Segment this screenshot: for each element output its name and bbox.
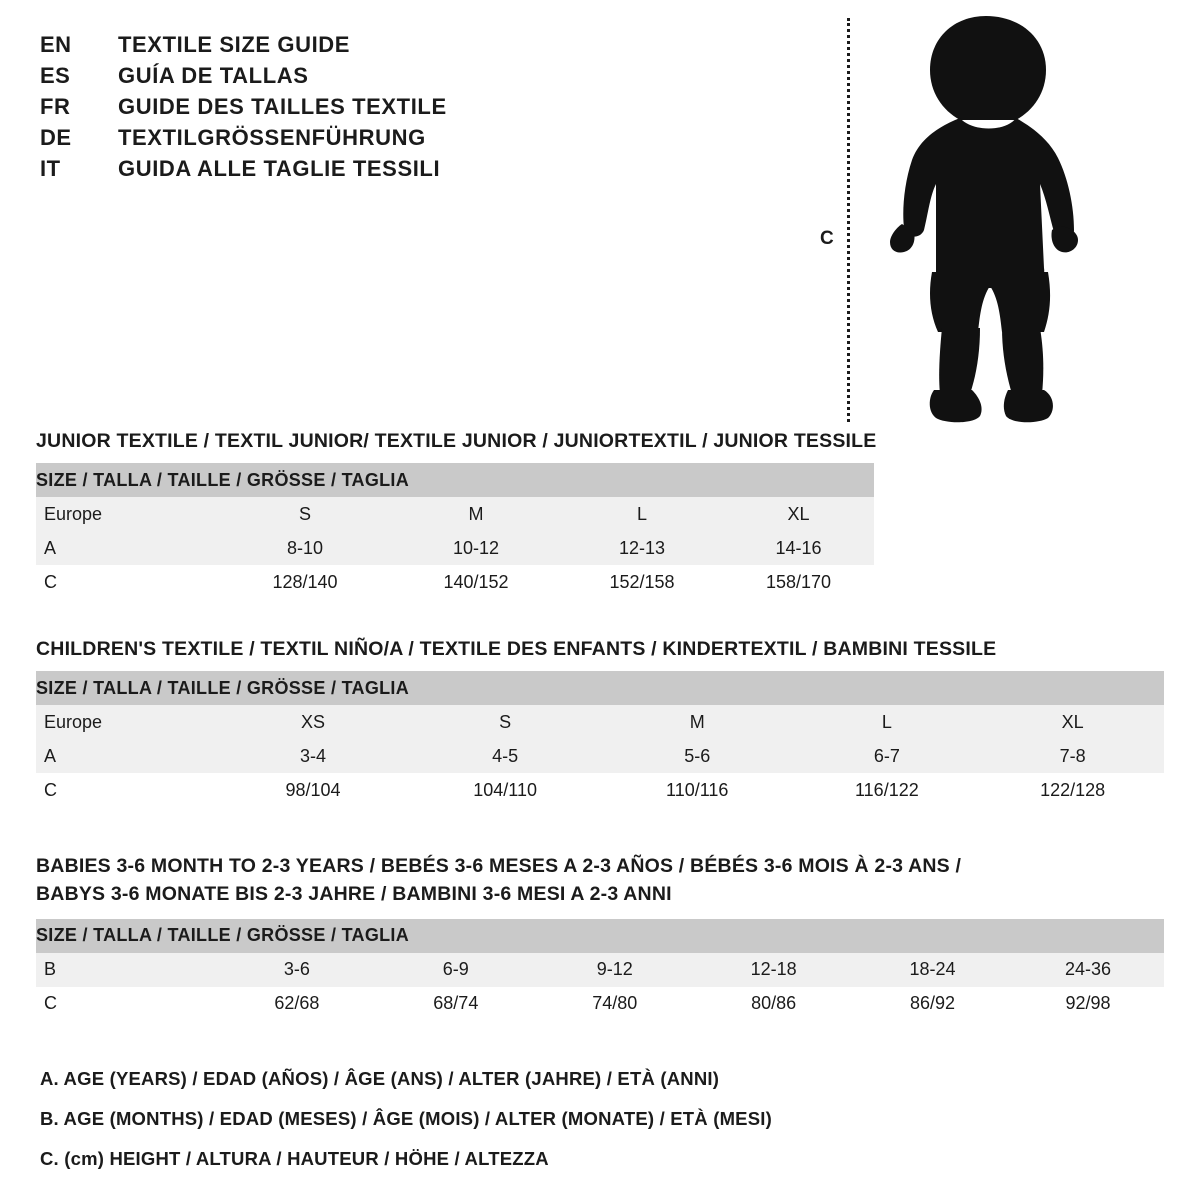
legend-line-b: B. AGE (MONTHS) / EDAD (MESES) / ÂGE (MOIS) / ALTER (MONATE) / ETÀ (MESI) [40, 1108, 772, 1129]
babies-row-c-9-12: 74/80 [535, 987, 694, 1021]
babies-row-b-12-18: 12-18 [694, 953, 853, 987]
header-title-es: GUÍA DE TALLAS [118, 63, 309, 88]
section-babies-title [36, 852, 1164, 909]
table-header-row [36, 705, 1164, 739]
header-title-en: TEXTILE SIZE GUIDE [118, 32, 351, 57]
language-code-es: ES [40, 63, 71, 88]
children-band-label: SIZE / TALLA / TAILLE / GRÖSSE / TAGLIA [36, 677, 410, 698]
children-size-s: S [408, 705, 602, 739]
children-row-c-l: 116/122 [793, 773, 982, 807]
babies-row-c-3-6: 62/68 [217, 987, 376, 1021]
children-row-a-l: 6-7 [793, 739, 982, 773]
babies-row-c-12-18: 80/86 [694, 987, 853, 1021]
junior-row-c-s: 128/140 [219, 565, 391, 599]
language-code-de: DE [40, 125, 72, 150]
section-babies-title-line2: BABYS 3-6 MONATE BIS 2-3 JAHRE / BAMBINI 3-6 MESI A 2-3 ANNI [36, 883, 672, 906]
legend-block [40, 1068, 1040, 1188]
junior-row-a-xl: 14-16 [723, 531, 874, 565]
babies-band-label: SIZE / TALLA / TAILLE / GRÖSSE / TAGLIA [36, 925, 410, 946]
children-row-c-xs: 98/104 [218, 773, 409, 807]
junior-size-table [36, 463, 874, 599]
header-row [40, 156, 660, 182]
child-silhouette-icon [868, 14, 1098, 426]
junior-row-a-m: 10-12 [391, 531, 561, 565]
junior-row-a-l: 12-13 [561, 531, 723, 565]
table-row [36, 773, 1164, 807]
children-size-table [36, 671, 1164, 807]
babies-row-c-18-24: 86/92 [853, 987, 1012, 1021]
section-children-title: CHILDREN'S TEXTILE / TEXTIL NIÑO/A / TEXTILE DES ENFANTS / KINDERTEXTIL / BAMBINI TESSILE [36, 638, 997, 660]
header-row [40, 63, 660, 89]
babies-row-b-9-12: 9-12 [535, 953, 694, 987]
babies-size-table [36, 919, 1164, 1021]
section-junior-title: JUNIOR TEXTILE / TEXTIL JUNIOR/ TEXTILE JUNIOR / JUNIORTEXTIL / JUNIOR TESSILE [36, 430, 877, 452]
children-row-a-xs: 3-4 [218, 739, 409, 773]
language-code-it: IT [40, 156, 61, 181]
children-size-xl: XL [981, 705, 1164, 739]
table-row [36, 531, 874, 565]
babies-row-b-18-24: 18-24 [853, 953, 1012, 987]
children-row-a-s: 4-5 [408, 739, 602, 773]
table-row [36, 565, 874, 599]
children-size-l: L [793, 705, 982, 739]
table-band-row [36, 919, 1164, 953]
table-row [36, 739, 1164, 773]
table-header-row [36, 497, 874, 531]
header-row [40, 32, 660, 58]
children-row-c-s: 104/110 [408, 773, 602, 807]
language-code-fr: FR [40, 94, 71, 119]
header-row [40, 125, 660, 151]
table-band-row [36, 671, 1164, 705]
children-size-xs: XS [218, 705, 409, 739]
junior-size-m: M [391, 497, 561, 531]
children-row-a-label: A [36, 739, 218, 773]
measurement-figure [820, 10, 1140, 430]
children-row-a-m: 5-6 [602, 739, 793, 773]
section-babies-textile [36, 852, 1164, 1021]
children-row-c-xl: 122/128 [981, 773, 1164, 807]
section-children-textile [36, 638, 1164, 807]
babies-row-c-6-9: 68/74 [376, 987, 535, 1021]
junior-size-xl: XL [723, 497, 874, 531]
height-measure-dashed-line [847, 18, 850, 422]
junior-row-c-m: 140/152 [391, 565, 561, 599]
section-babies-title-line1: BABIES 3-6 MONTH TO 2-3 YEARS / BEBÉS 3-6 MESES A 2-3 AÑOS / BÉBÉS 3-6 MOIS À 2-3 ANS / [36, 855, 962, 877]
children-row-a-xl: 7-8 [981, 739, 1164, 773]
junior-size-l: L [561, 497, 723, 531]
header-title-it: GUIDA ALLE TAGLIE TESSILI [118, 156, 441, 181]
children-size-m: M [602, 705, 793, 739]
babies-row-b-24-36: 24-36 [1012, 953, 1164, 987]
header-title-de: TEXTILGRÖSSENFÜHRUNG [118, 125, 426, 150]
section-junior-textile [36, 430, 1164, 599]
junior-row-c-label: C [36, 565, 219, 599]
junior-size-s: S [219, 497, 391, 531]
legend-line-c: C. (cm) HEIGHT / ALTURA / HAUTEUR / HÖHE / ALTEZZA [40, 1148, 549, 1169]
babies-row-b-label: B [36, 953, 217, 987]
table-band-row [36, 463, 874, 497]
babies-row-c-label: C [36, 987, 217, 1021]
table-row [36, 987, 1164, 1021]
children-header-region: Europe [36, 705, 218, 739]
children-row-c-label: C [36, 773, 218, 807]
junior-header-region: Europe [36, 497, 219, 531]
junior-row-a-s: 8-10 [219, 531, 391, 565]
junior-band-label: SIZE / TALLA / TAILLE / GRÖSSE / TAGLIA [36, 469, 410, 490]
header-row [40, 94, 660, 120]
babies-row-b-3-6: 3-6 [217, 953, 376, 987]
junior-row-a-label: A [36, 531, 219, 565]
height-measure-label: C [820, 228, 834, 249]
babies-row-b-6-9: 6-9 [376, 953, 535, 987]
language-title-block [40, 32, 660, 187]
header-title-fr: GUIDE DES TAILLES TEXTILE [118, 94, 447, 119]
junior-row-c-xl: 158/170 [723, 565, 874, 599]
babies-row-c-24-36: 92/98 [1012, 987, 1164, 1021]
children-row-c-m: 110/116 [602, 773, 793, 807]
language-code-en: EN [40, 32, 72, 57]
table-row [36, 953, 1164, 987]
legend-line-a: A. AGE (YEARS) / EDAD (AÑOS) / ÂGE (ANS) / ALTER (JAHRE) / ETÀ (ANNI) [40, 1068, 720, 1089]
junior-row-c-l: 152/158 [561, 565, 723, 599]
